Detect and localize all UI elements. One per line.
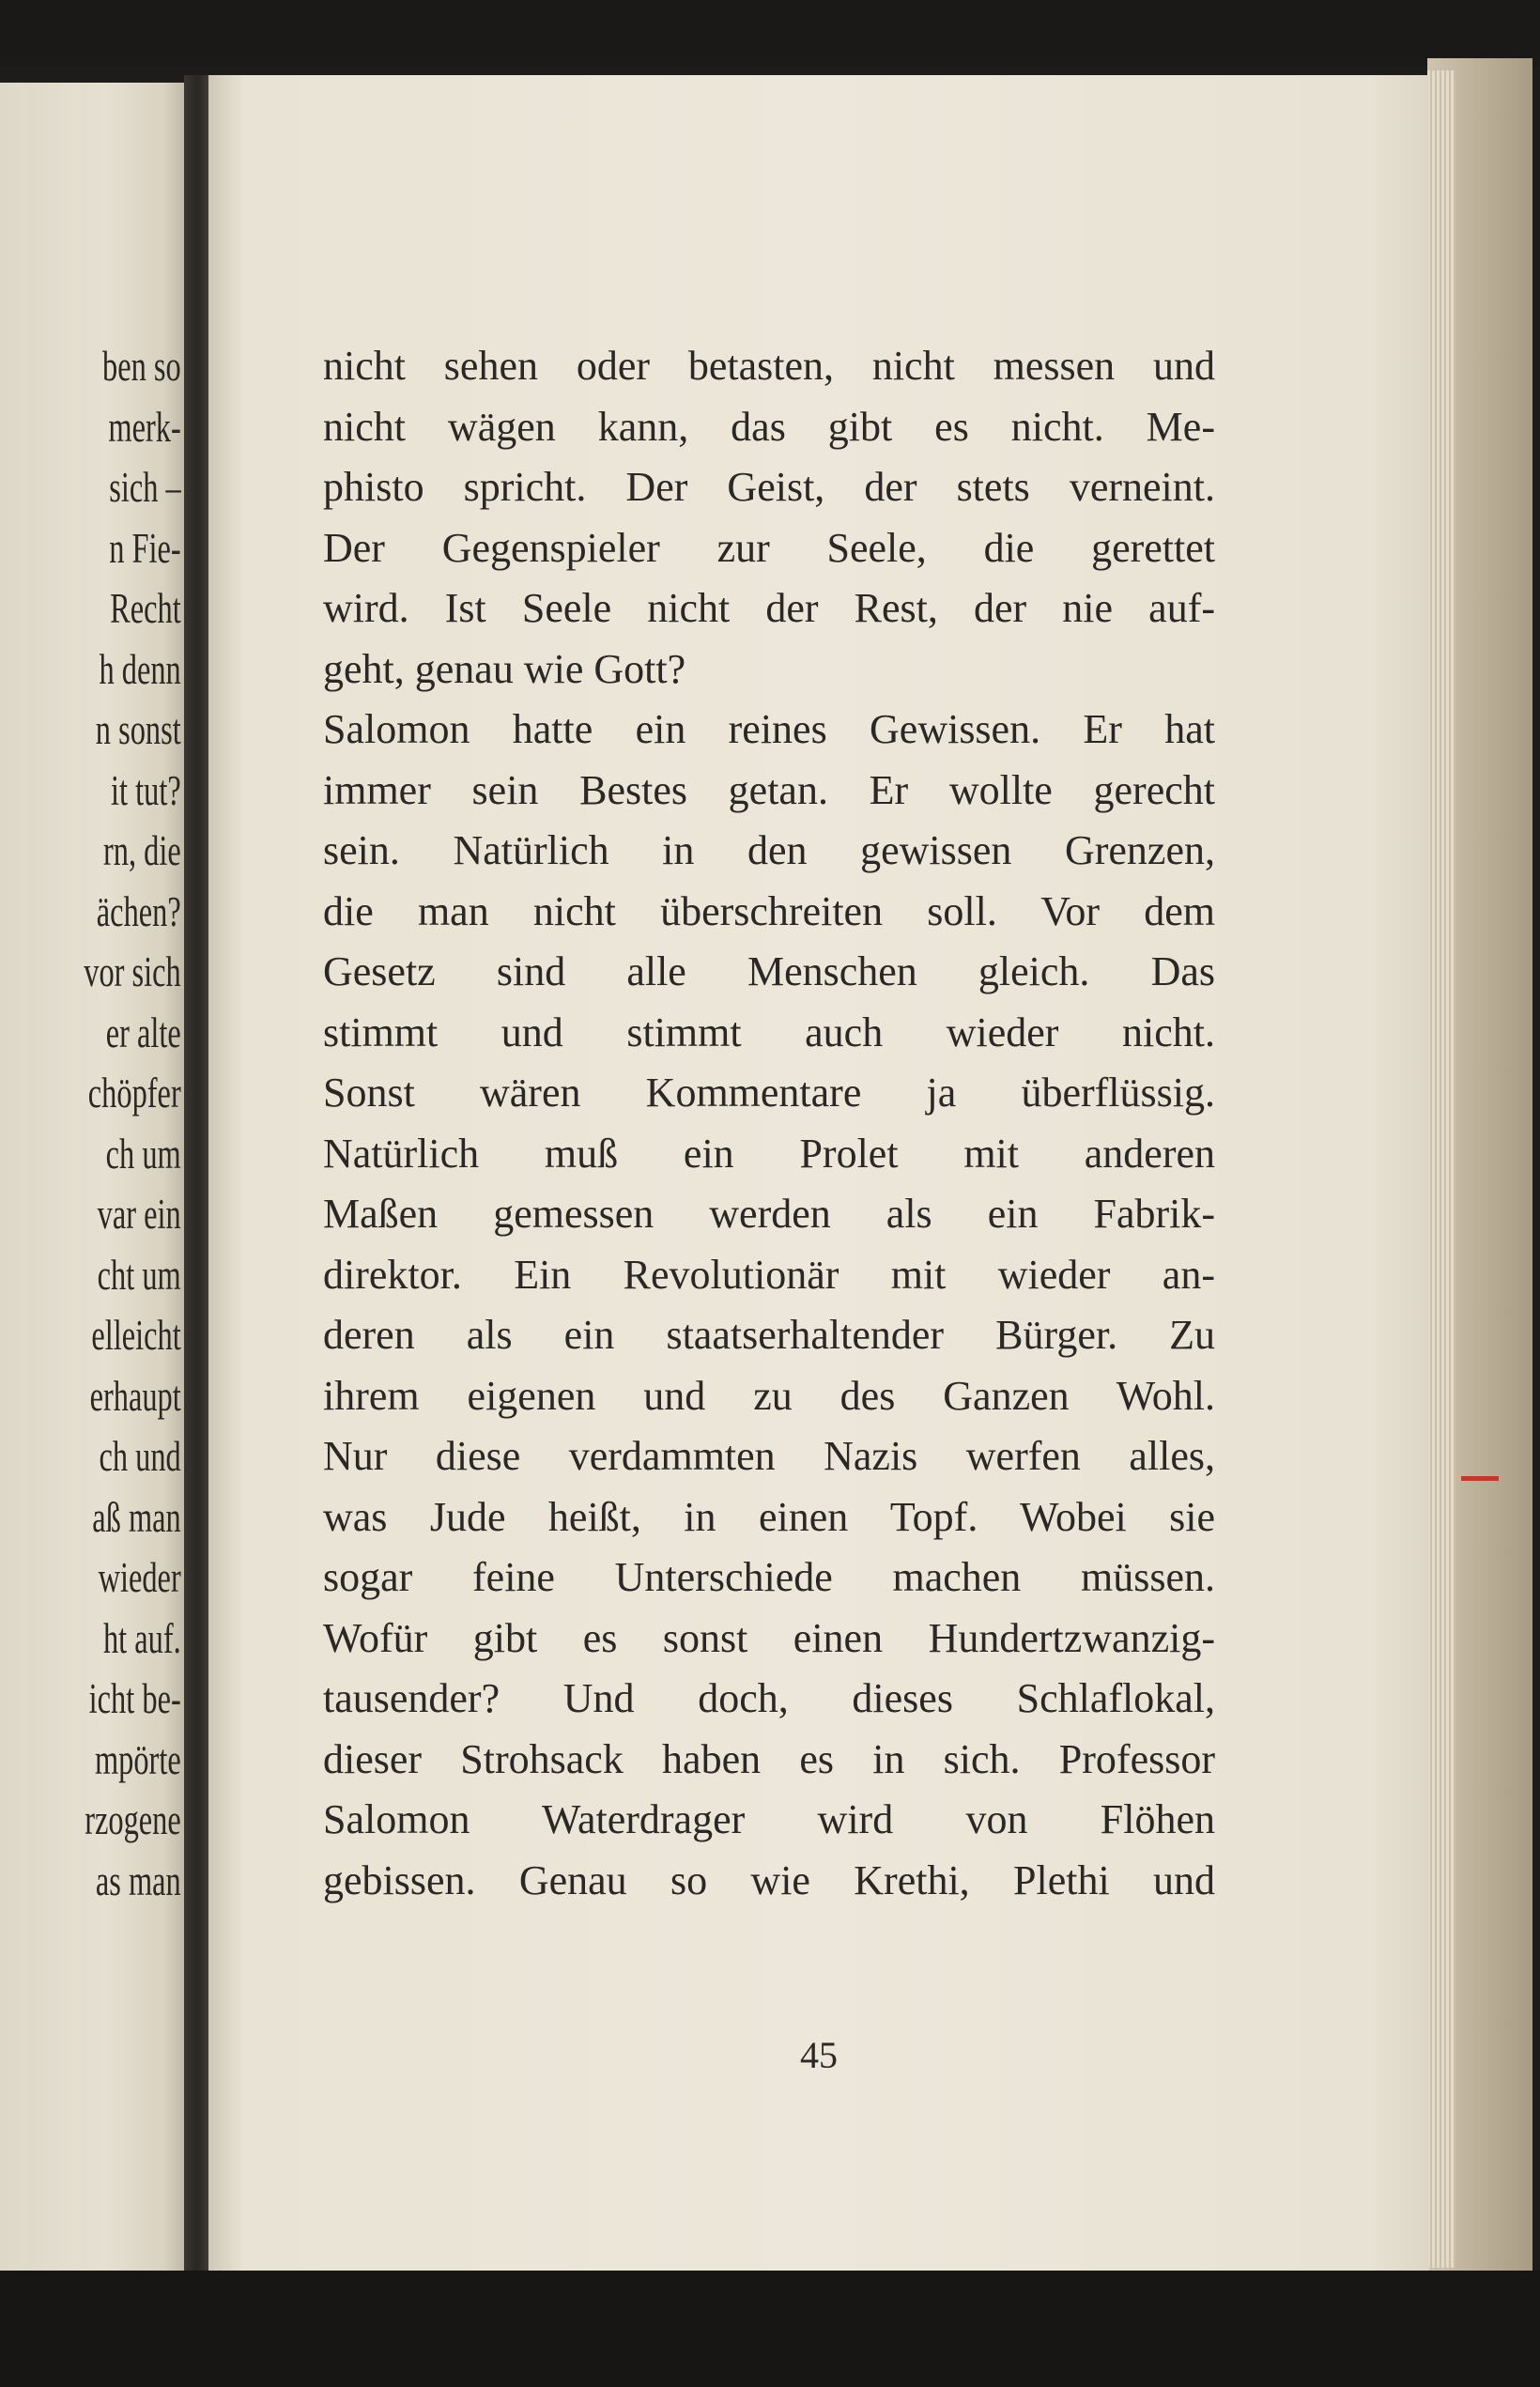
text-line: tausender? Und doch, dieses Schlaflokal, [323, 1675, 1215, 1721]
facing-line-fragment: elleicht [91, 1312, 181, 1359]
facing-line-fragment: n Fie- [109, 524, 181, 572]
text-line: Der Gegenspieler zur Seele, die gerettet [323, 524, 1215, 571]
facing-line-fragment: sich – [109, 464, 181, 511]
facing-line-fragment: vor sich [84, 948, 181, 995]
text-line: gebissen. Genau so wie Krethi, Plethi und [323, 1856, 1215, 1903]
facing-line-fragment: ch und [99, 1433, 181, 1480]
text-line: nicht sehen oder betasten, nicht messen und [323, 343, 1215, 389]
text-line: immer sein Bestes getan. Er wollte gerecht [323, 766, 1215, 813]
facing-line-fragment: er alte [105, 1009, 181, 1056]
text-line: ihrem eigenen und zu des Ganzen Wohl. [323, 1372, 1215, 1419]
text-line: direktor. Ein Revolutionär mit wieder an- [323, 1251, 1215, 1298]
facing-line-fragment: ht auf. [103, 1614, 181, 1662]
main-page [208, 75, 1429, 2272]
facing-line-fragment: ch um [105, 1130, 181, 1178]
text-line: stimmt und stimmt auch wieder nicht. [323, 1009, 1215, 1055]
facing-line-fragment: as man [96, 1856, 181, 1904]
text-line: phisto spricht. Der Geist, der stets verneint. [323, 464, 1215, 510]
facing-line-fragment: n sonst [96, 706, 181, 753]
text-line: Salomon Waterdrager wird von Flöhen [323, 1796, 1215, 1842]
text-line: geht, genau wie Gott? [323, 645, 686, 692]
facing-line-fragment: icht be- [88, 1675, 181, 1722]
text-line: wird. Ist Seele nicht der Rest, der nie auf- [323, 585, 1215, 631]
text-line: sogar feine Unterschiede machen müssen. [323, 1554, 1215, 1600]
text-line: Wofür gibt es sonst einen Hundertzwanzig- [323, 1614, 1215, 1661]
text-line: Nur diese verdammten Nazis werfen alles, [323, 1433, 1215, 1479]
facing-line-fragment: aß man [92, 1493, 181, 1541]
facing-line-fragment: h denn [99, 645, 181, 693]
facing-line-fragment: wieder [98, 1554, 181, 1601]
text-line: sein. Natürlich in den gewissen Grenzen, [323, 827, 1215, 873]
facing-line-fragment: merk- [108, 403, 181, 451]
facing-page-text [85, 336, 181, 1911]
facing-line-fragment: chöpfer [88, 1070, 181, 1116]
red-bookmark-mark [1461, 1476, 1499, 1481]
text-line: was Jude heißt, in einen Topf. Wobei sie [323, 1493, 1215, 1540]
facing-line-fragment: Recht [110, 585, 181, 632]
text-line: dieser Strohsack haben es in sich. Professor [323, 1735, 1215, 1782]
facing-line-fragment: it tut? [111, 766, 181, 814]
facing-line-fragment: var ein [97, 1191, 181, 1238]
text-line: Natürlich muß ein Prolet mit anderen [323, 1130, 1215, 1177]
text-line: die man nicht überschreiten soll. Vor dem [323, 887, 1215, 934]
page-number: 45 [800, 2034, 838, 2076]
facing-line-fragment: ben so [102, 343, 181, 390]
text-line: Sonst wären Kommentare ja überflüssig. [323, 1070, 1215, 1116]
facing-line-fragment: cht um [97, 1251, 181, 1299]
facing-page [0, 83, 192, 2271]
text-line: nicht wägen kann, das gibt es nicht. Me- [323, 403, 1215, 450]
background-top [0, 0, 1540, 66]
facing-line-fragment: rzogene [85, 1796, 181, 1843]
facing-line-fragment: ächen? [97, 887, 181, 935]
text-line: deren als ein staatserhaltender Bürger. Zu [323, 1312, 1215, 1358]
text-line: Maßen gemessen werden als ein Fabrik- [323, 1191, 1215, 1237]
facing-line-fragment: rn, die [103, 827, 181, 874]
page-edges [1427, 70, 1455, 2268]
facing-line-fragment: erhaupt [89, 1372, 181, 1420]
background-bottom [0, 2271, 1540, 2387]
body-text [323, 336, 1215, 1911]
text-line: Gesetz sind alle Menschen gleich. Das [323, 948, 1215, 994]
facing-line-fragment: mpörte [95, 1735, 181, 1783]
text-line: Salomon hatte ein reines Gewissen. Er hat [323, 706, 1215, 752]
